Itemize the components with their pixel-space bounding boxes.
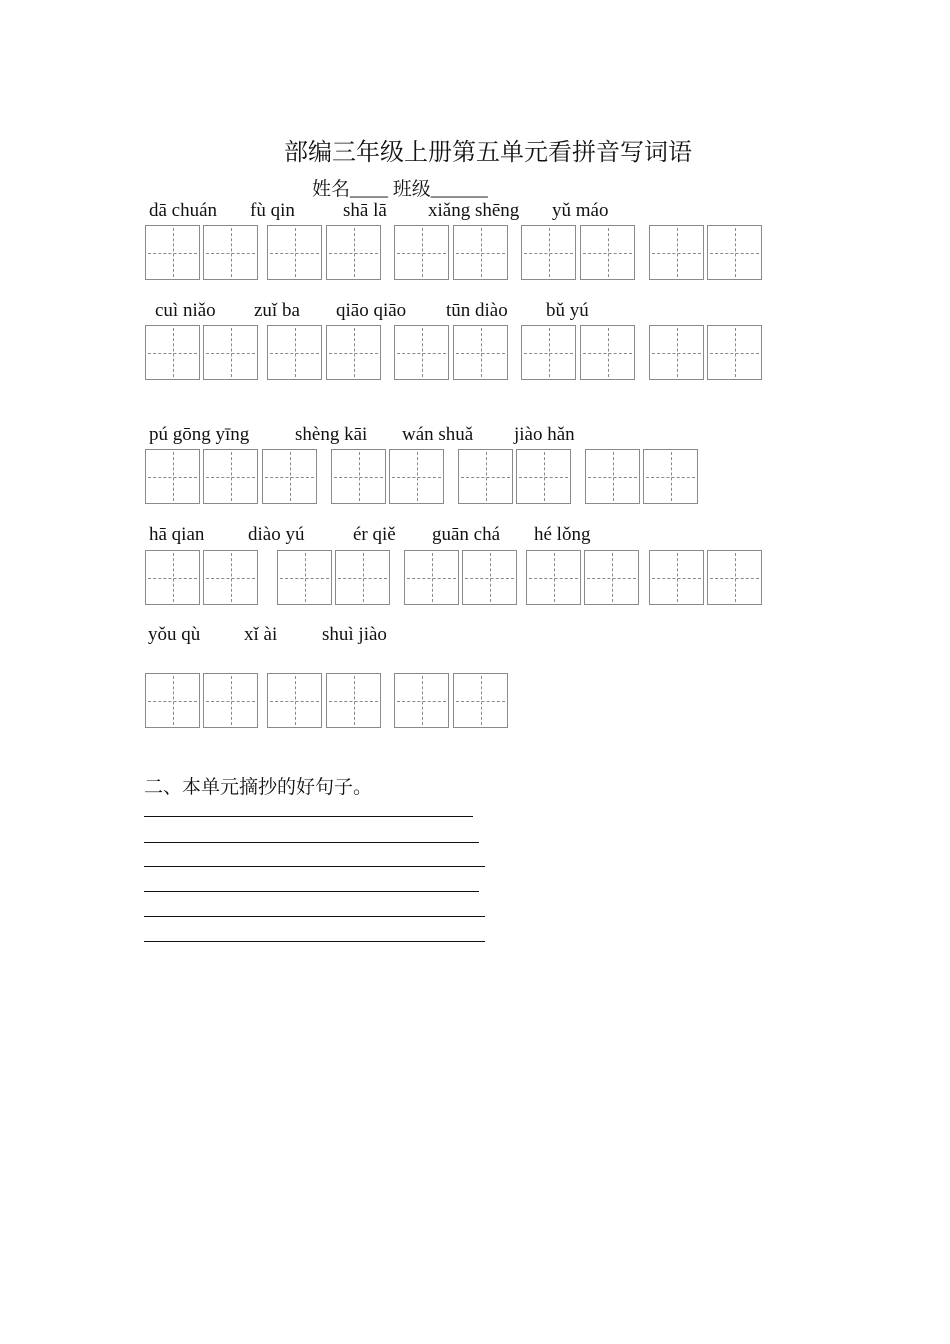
tianzige-writing-box[interactable] <box>394 225 449 280</box>
pinyin-label: cuì niǎo <box>155 300 216 321</box>
tianzige-writing-box[interactable] <box>707 325 762 380</box>
pinyin-label: xiǎng shēng <box>428 200 520 221</box>
tianzige-writing-box[interactable] <box>203 225 258 280</box>
pinyin-label: diào yú <box>248 524 305 545</box>
pinyin-label: bǔ yú <box>546 300 589 321</box>
section-two-heading: 二、本单元摘抄的好句子。 <box>144 777 373 798</box>
tianzige-writing-box[interactable] <box>267 673 322 728</box>
tianzige-writing-box[interactable] <box>585 449 640 504</box>
pinyin-label: fù qin <box>250 200 295 221</box>
tianzige-writing-box[interactable] <box>262 449 317 504</box>
pinyin-label: pú gōng yīng <box>149 424 250 445</box>
tianzige-writing-box[interactable] <box>394 673 449 728</box>
tianzige-writing-box[interactable] <box>458 449 513 504</box>
pinyin-label: jiào hǎn <box>514 424 575 445</box>
tianzige-writing-box[interactable] <box>584 550 639 605</box>
writing-line[interactable] <box>144 842 479 843</box>
writing-line[interactable] <box>144 891 479 892</box>
worksheet-title: 部编三年级上册第五单元看拼音写词语 <box>284 140 692 166</box>
writing-line[interactable] <box>144 866 485 867</box>
pinyin-label: shā lā <box>343 200 387 221</box>
tianzige-writing-box[interactable] <box>335 550 390 605</box>
pinyin-label: guān chá <box>432 524 501 545</box>
tianzige-writing-box[interactable] <box>203 550 258 605</box>
pinyin-label: dā chuán <box>149 200 218 221</box>
tianzige-writing-box[interactable] <box>267 225 322 280</box>
tianzige-writing-box[interactable] <box>707 550 762 605</box>
tianzige-writing-box[interactable] <box>453 225 508 280</box>
tianzige-writing-box[interactable] <box>521 325 576 380</box>
tianzige-writing-box[interactable] <box>145 673 200 728</box>
pinyin-label: yǔ máo <box>552 200 609 221</box>
tianzige-writing-box[interactable] <box>462 550 517 605</box>
tianzige-writing-box[interactable] <box>389 449 444 504</box>
tianzige-writing-box[interactable] <box>145 325 200 380</box>
tianzige-writing-box[interactable] <box>277 550 332 605</box>
tianzige-writing-box[interactable] <box>326 325 381 380</box>
tianzige-writing-box[interactable] <box>145 225 200 280</box>
tianzige-writing-box[interactable] <box>394 325 449 380</box>
tianzige-writing-box[interactable] <box>331 449 386 504</box>
tianzige-writing-box[interactable] <box>326 673 381 728</box>
name-class-fields[interactable]: 姓名____ 班级______ <box>312 179 488 200</box>
pinyin-label: hé lǒng <box>534 524 591 545</box>
tianzige-writing-box[interactable] <box>453 325 508 380</box>
tianzige-writing-box[interactable] <box>707 225 762 280</box>
pinyin-label: qiāo qiāo <box>336 300 407 321</box>
pinyin-label: yǒu qù <box>148 624 201 645</box>
tianzige-writing-box[interactable] <box>267 325 322 380</box>
pinyin-label: zuǐ ba <box>254 300 300 321</box>
tianzige-writing-box[interactable] <box>649 550 704 605</box>
pinyin-label: shuì jiào <box>322 624 387 645</box>
tianzige-writing-box[interactable] <box>404 550 459 605</box>
tianzige-writing-box[interactable] <box>145 449 200 504</box>
tianzige-writing-box[interactable] <box>526 550 581 605</box>
pinyin-label: xǐ ài <box>244 624 278 645</box>
tianzige-writing-box[interactable] <box>521 225 576 280</box>
tianzige-writing-box[interactable] <box>580 225 635 280</box>
tianzige-writing-box[interactable] <box>203 673 258 728</box>
writing-line[interactable] <box>144 816 473 817</box>
pinyin-label: wán shuǎ <box>402 424 474 445</box>
tianzige-writing-box[interactable] <box>145 550 200 605</box>
tianzige-writing-box[interactable] <box>649 325 704 380</box>
tianzige-writing-box[interactable] <box>580 325 635 380</box>
writing-line[interactable] <box>144 941 485 942</box>
tianzige-writing-box[interactable] <box>453 673 508 728</box>
pinyin-label: shèng kāi <box>295 424 368 445</box>
writing-line[interactable] <box>144 916 485 917</box>
tianzige-writing-box[interactable] <box>649 225 704 280</box>
tianzige-writing-box[interactable] <box>643 449 698 504</box>
pinyin-label: ér qiě <box>353 524 396 545</box>
pinyin-label: hā qian <box>149 524 205 545</box>
tianzige-writing-box[interactable] <box>203 449 258 504</box>
tianzige-writing-box[interactable] <box>203 325 258 380</box>
tianzige-writing-box[interactable] <box>516 449 571 504</box>
pinyin-label: tūn diào <box>446 300 508 321</box>
tianzige-writing-box[interactable] <box>326 225 381 280</box>
